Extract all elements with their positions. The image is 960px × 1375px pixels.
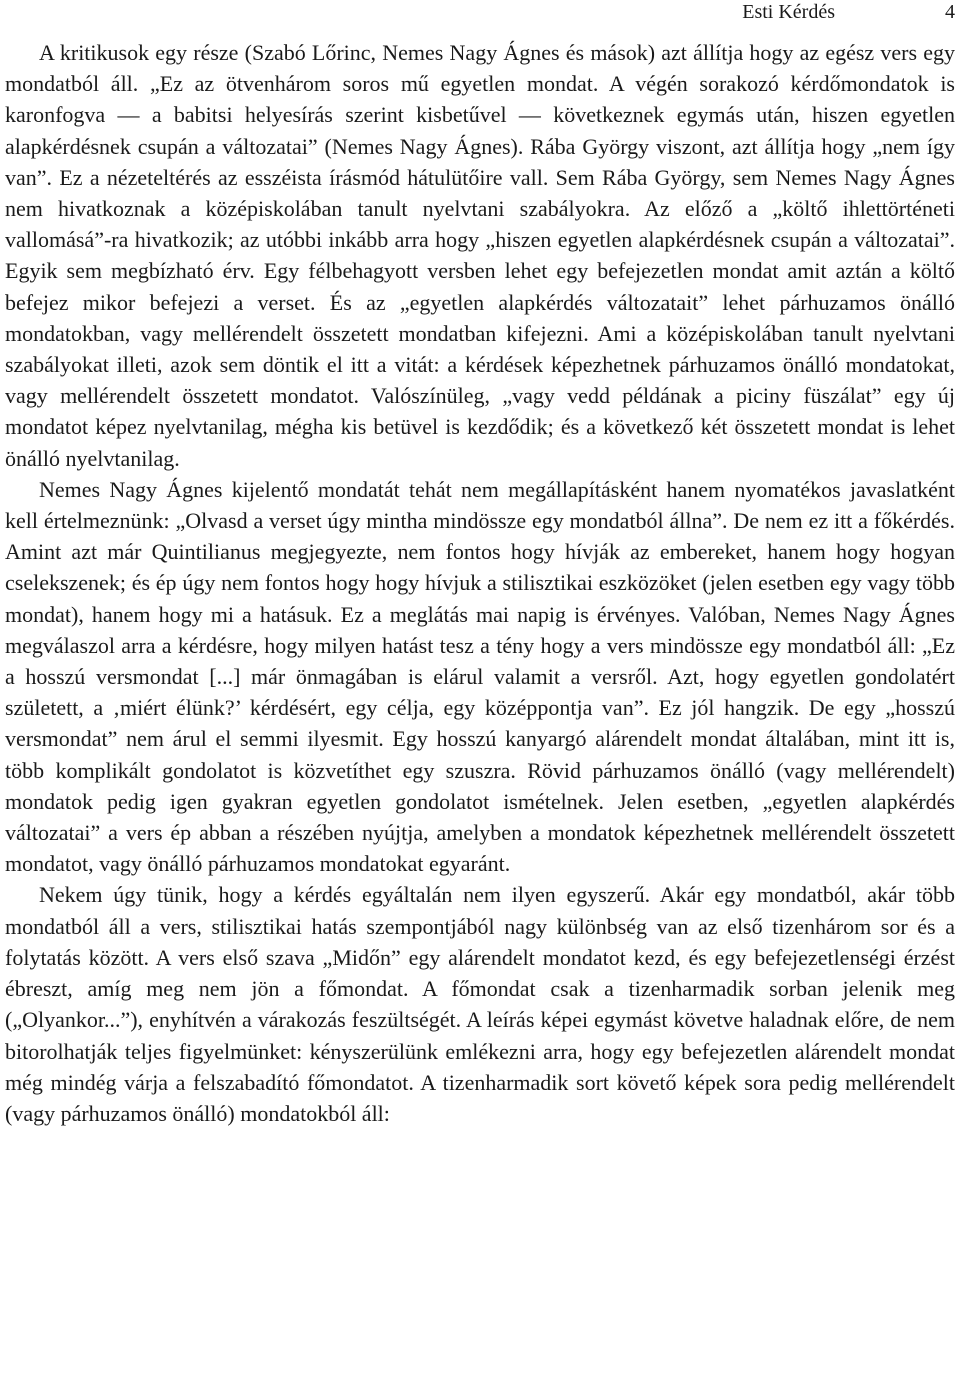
paragraph-1: A kritikusok egy része (Szabó Lőrinc, Nemes Nagy Ágnes és mások) azt állítja hogy az egész vers egy mondatból áll. „Ez az ötvenhárom soros mű egyetlen mondat. A végén sorakozó kérdőmondatok is karonfogva — a babitsi helyesírás szerint kisbetűvel — következnek egymás után, hiszen egyetlen alapkérdésnek csupán a változatai” (Nemes Nagy Ágnes). Rába György viszont, azt állítja hogy „nem így van”. Ez a nézeteltérés az esszéista írásmód hátulütőire vall. Sem Rába György, sem Nemes Nagy Ágnes nem hivatkoznak a középiskolában tanult nyelvtani szabályokra. Az előző a „költő ihlettörténeti vallomásá”-ra hivatkozik; az utóbbi inkább arra hogy „hiszen egyetlen alapkérdésnek csupán a változatai”. Egyik sem megbízható érv. Egy félbehagyott versben lehet egy befejezetlen mondat amit aztán a költő befejez mikor befejezi a verset. És az „egyetlen alapkérdés változatait” lehet párhuzamos önálló mondatokban, vagy mellérendelt összetett mondatban kifejezni. Ami a középiskolában tanult nyelvtani szabályokat illeti, azok sem döntik el itt a vitát: a kérdések képezhetnek párhuzamos önálló mondatokat, vagy mellérendelt összetett mondatot. Valószínüleg, „vagy vedd példának a piciny füszálat” egy új mondatot képez nyelvtanilag, mégha kis betüvel is kezdődik; és a következő két összetett mondat is lehet önálló nyelvtanilag.: [5, 40, 955, 471]
document-page: [5, 0, 955, 1375]
body-text: [5, 37, 955, 1129]
running-header: [5, 0, 955, 28]
paragraph-3: Nekem úgy tünik, hogy a kérdés egyáltalán nem ilyen egyszerű. Akár egy mondatból, akár több mondatból áll a vers, stilisztikai hatás szempontjából nagy különbség van az első tizenhárom sor és a folytatás között. A vers első szava „Midőn” egy alárendelt mondatot kezd, és egy befejezetlenségi érzést ébreszt, amíg meg nem jön a főmondat. A főmondat csak a tizenharmadik sorban jelenik meg („Olyankor...”), enyhítvén a várakozás feszültségét. A leírás képei egymást követve haladnak előre, de nem bitorolhatják teljes figyelmünket: kényszerülünk emlékezni arra, hogy egy befejezetlen alárendelt mondat még mindég várja a felszabadító főmondatot. A tizenharmadik sort követő képek sora pedig mellérendelt (vagy párhuzamos önálló) mondatokból áll:: [5, 882, 955, 1126]
page-number: 4: [945, 1, 955, 23]
running-header-title: Esti Kérdés: [742, 1, 835, 23]
paragraph-2: Nemes Nagy Ágnes kijelentő mondatát tehát nem megállapításként hanem nyomatékos javaslatként kell értelmeznünk: „Olvasd a verset úgy mintha mindössze egy mondatból állna”. De nem ez itt a főkérdés. Amint azt már Quintilianus megjegyezte, nem fontos hogy hívják az embereket, hanem hogy hogyan cselekszenek; és ép úgy nem fontos hogy hogy hívjuk a stilisztikai eszközöket (jelen esetben egy vagy több mondat), hanem hogy mi a hatásuk. Ez a meglátás mai napig is érvényes. Valóban, Nemes Nagy Ágnes megválaszol arra a kérdésre, hogy milyen hatást tesz a tény hogy a vers mindössze egy mondatból áll: „Ez a hosszú versmondat [...] már önmagában is elárul valamit a versről. Azt, hogy egyetlen gondolatért született, a ‚miért élünk?’ kérdésért, egy célja, egy középpontja van”. Ez jól hangzik. De egy „hosszú versmondat” nem árul el semmi ilyesmit. Egy hosszú kanyargó alárendelt mondat általában, mint itt is, több komplikált gondolatot is közvetíthet egy szuszra. Rövid párhuzamos önálló (vagy mellérendelt) mondatok pedig igen gyakran egyetlen gondolatot ismételnek. Jelen esetben, „egyetlen alapkérdés változatai” a vers ép abban a részében nyújtja, amelyben a mondatok képezhetnek mellérendelt összetett mondatot, vagy önálló párhuzamos mondatokat egyaránt.: [5, 476, 955, 877]
